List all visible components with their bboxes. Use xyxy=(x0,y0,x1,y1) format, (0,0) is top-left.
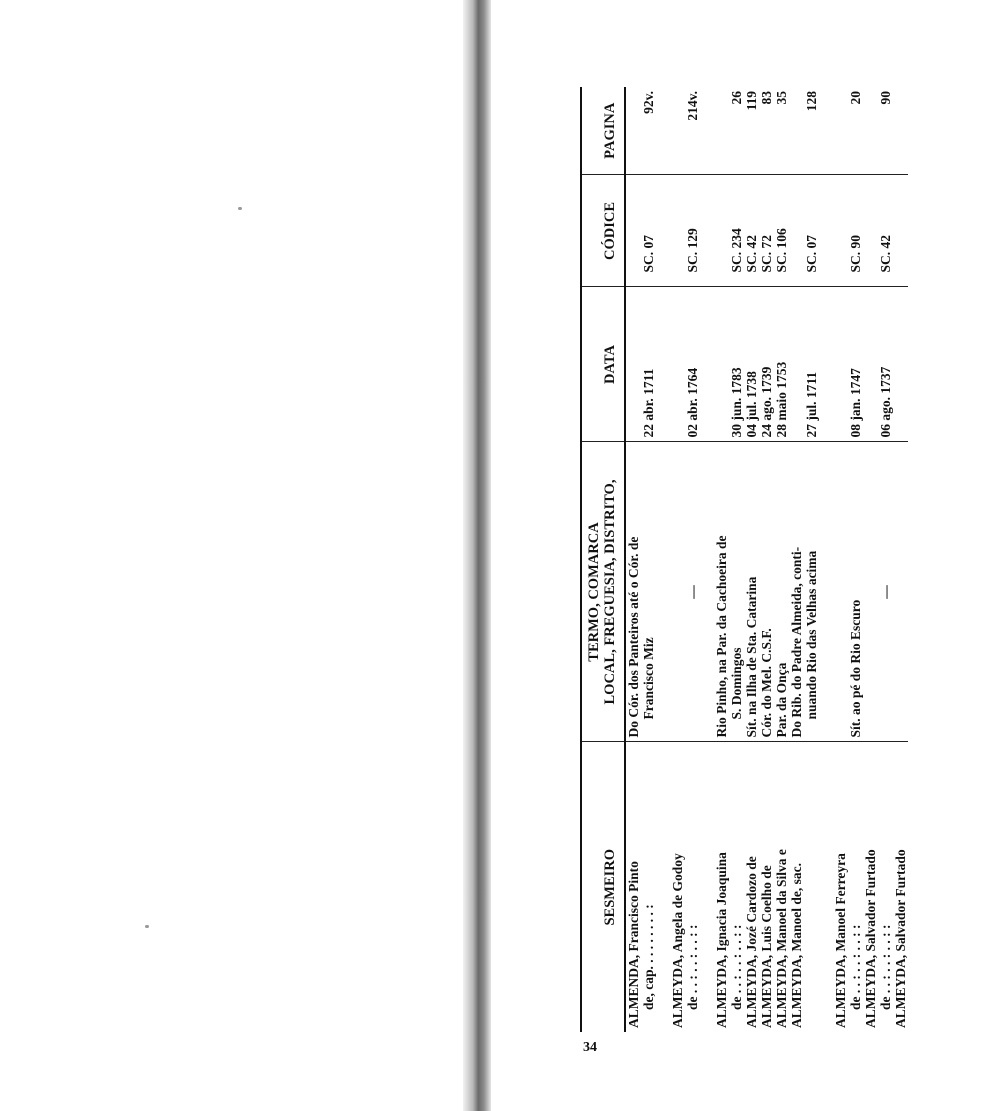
cell-sesmeiro xyxy=(833,742,863,1032)
header-data: DATA xyxy=(581,287,625,442)
cell-data: 04 jul. 1738 xyxy=(744,287,759,442)
cell-local xyxy=(863,442,893,742)
table-row xyxy=(863,87,893,1032)
cell-pagina: 83 xyxy=(759,87,774,175)
sesmeiro-line: de . . : . . : . . : : xyxy=(878,924,893,1010)
cell-codice: SC. 106 xyxy=(774,175,789,287)
book-spine-gutter xyxy=(463,0,491,1111)
cell-codice: SC. 234 xyxy=(714,175,744,287)
cell-codice: SC. 129 xyxy=(670,175,700,287)
table-header-row xyxy=(581,87,625,1032)
cell-pagina: 119 xyxy=(744,87,759,175)
cell-pagina: 128 xyxy=(789,87,819,175)
sesmarias-table xyxy=(580,87,908,1032)
row-spacer xyxy=(819,87,833,1032)
cell-data: 06 ago. 1737 xyxy=(863,287,893,442)
table-row xyxy=(893,87,908,1032)
cell-data xyxy=(893,287,908,442)
cell-pagina: 92v. xyxy=(625,87,656,175)
page-number: 34 xyxy=(583,1040,597,1055)
cell-data: 08 jan. 1747 xyxy=(833,287,863,442)
local-line: nuando Rio das Velhas acima xyxy=(804,550,819,720)
cell-data: 24 ago. 1739 xyxy=(759,287,774,442)
table-row xyxy=(789,87,819,1032)
table-row xyxy=(670,87,700,1032)
cell-sesmeiro: ALMEYDA, Manoel de, sac. xyxy=(789,863,804,1028)
local-line: Do Rib. do Padre Almeida, conti- xyxy=(789,546,804,738)
header-local xyxy=(581,442,625,742)
cell-sesmeiro: ALMEYDA, Jozé Cardozo de xyxy=(744,856,759,1028)
cell-pagina: 35 xyxy=(774,87,789,175)
cell-codice: SC. 42 xyxy=(863,175,893,287)
sesmeiro-line: de . . : . . : . . : : xyxy=(848,924,863,1010)
cell-data: 28 maio 1753 xyxy=(774,287,789,442)
cell-local: Par. da Onça xyxy=(774,442,789,742)
cell-local: Sít. na Ilha de Sta. Catarina xyxy=(744,442,759,742)
header-pagina: PAGINA xyxy=(581,87,625,175)
paper-speck xyxy=(145,925,149,928)
sesmeiro-line: ALMENDA, Francisco Pinto xyxy=(626,861,641,1028)
header-codice: CÓDICE xyxy=(581,175,625,287)
cell-local: Cór. do Mel. C.S.F. xyxy=(759,442,774,742)
table-row xyxy=(774,87,789,1032)
table-row xyxy=(714,87,744,1032)
cell-local xyxy=(789,442,819,742)
local-line: Francisco Miz xyxy=(641,637,656,720)
row-spacer xyxy=(656,87,670,1032)
sesmeiro-line: ALMEYDA, Manoel Ferreyra xyxy=(833,853,848,1028)
table-row xyxy=(625,87,656,1032)
cell-codice: SC. 42 xyxy=(744,175,759,287)
cell-codice: SC. 07 xyxy=(625,175,656,287)
cell-codice: SC. 90 xyxy=(833,175,863,287)
paper-speck xyxy=(238,207,242,210)
cell-sesmeiro: ALMEYDA, Salvador Furtado xyxy=(893,849,908,1028)
row-spacer xyxy=(700,87,714,1032)
cell-sesmeiro xyxy=(714,742,744,1032)
sesmeiro-line: ALMEYDA, Ignacia Joaquina xyxy=(714,852,729,1028)
cell-local xyxy=(625,442,656,742)
cell-local: Sít. ao pé do Rio Escuro xyxy=(833,442,863,742)
cell-sesmeiro xyxy=(625,742,656,1032)
cell-pagina: 214v. xyxy=(670,87,700,175)
cell-data: 30 jun. 1783 xyxy=(714,287,744,442)
cell-sesmeiro xyxy=(670,742,700,1032)
cell-pagina: 20 xyxy=(833,87,863,175)
header-sesmeiro: SESMEIRO xyxy=(581,742,625,1032)
header-local-line-1: TERMO, COMARCA xyxy=(586,522,602,662)
local-dash: — xyxy=(878,585,893,599)
cell-data: 27 jul. 1711 xyxy=(789,287,819,442)
cell-sesmeiro: ALMEYDA, Manoel da Silva e xyxy=(774,849,789,1028)
cell-pagina xyxy=(893,87,908,175)
rotated-table-block xyxy=(580,87,988,1032)
cell-sesmeiro: ALMEYDA, Luis Coelho de xyxy=(759,865,774,1028)
sesmeiro-line: ALMEYDA, Salvador Furtado xyxy=(863,849,878,1028)
sesmeiro-line: de, cap. . . . . . . . . : xyxy=(641,904,656,1010)
cell-pagina: 26 xyxy=(714,87,744,175)
cell-data: 02 abr. 1764 xyxy=(670,287,700,442)
table-row xyxy=(759,87,774,1032)
sesmeiro-line: ALMEYDA, Angela de Godoy xyxy=(670,853,685,1028)
cell-sesmeiro xyxy=(863,742,893,1032)
header-local-line-2: LOCAL, FREGUESIA, DISTRITO, xyxy=(602,479,618,705)
cell-data: 22 abr. 1711 xyxy=(625,287,656,442)
sesmeiro-line: de . . : . . : . . : : xyxy=(685,924,700,1010)
table-row xyxy=(833,87,863,1032)
cell-local xyxy=(670,442,700,742)
cell-codice: SC. 72 xyxy=(759,175,774,287)
sesmeiro-line: de . . : . . : . . : : xyxy=(729,924,744,1010)
local-line: Rio Pinho, na Par. da Cachoeira de xyxy=(714,535,729,738)
local-dash: — xyxy=(685,585,700,599)
local-line: Do Cór. dos Panteiros até o Cór. de xyxy=(626,536,641,738)
cell-local xyxy=(714,442,744,742)
cell-codice xyxy=(893,175,908,287)
cell-local xyxy=(893,442,908,742)
table-row xyxy=(744,87,759,1032)
cell-pagina: 90 xyxy=(863,87,893,175)
local-line: S. Domingos xyxy=(729,647,744,720)
cell-codice: SC. 07 xyxy=(789,175,819,287)
